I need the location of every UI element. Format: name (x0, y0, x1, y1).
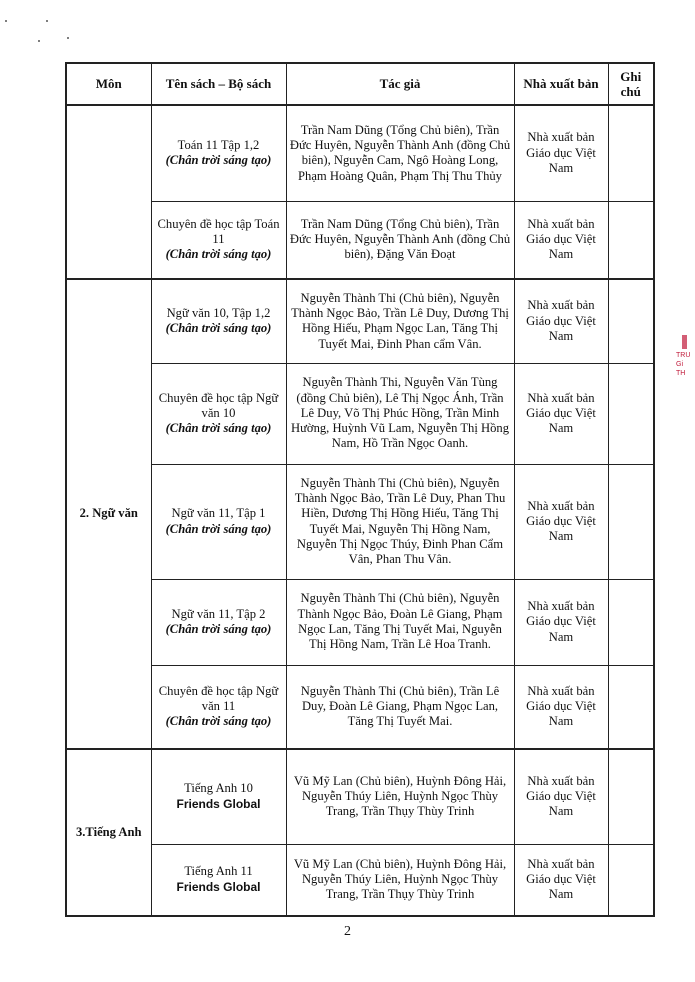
table-row (66, 579, 654, 665)
publisher-cell: Nhà xuất bản Giáo dục Việt Nam (514, 844, 608, 916)
publisher-cell: Nhà xuất bản Giáo dục Việt Nam (514, 105, 608, 201)
table-row (66, 279, 654, 363)
book-series: (Chân trời sáng tạo) (165, 421, 272, 436)
book-series: (Chân trời sáng tạo) (165, 622, 272, 636)
authors-cell: Nguyễn Thành Thi (Chủ biên), Nguyễn Thành Ngọc Bảo, Đoàn Lê Giang, Phạm Ngọc Lan, Tăng Thị Tuyết Mai, Nguyễn Thị Hồng Nam, Trần Lê Hoa Tranh. (286, 579, 514, 665)
table-row (66, 105, 654, 201)
book-cell (151, 665, 286, 749)
subject-cell: 2. Ngữ văn (66, 279, 151, 749)
header-notes: Ghi chú (608, 63, 654, 105)
book-cell (151, 749, 286, 844)
book-series: Friends Global (176, 879, 261, 894)
book-title: Tiếng Anh 10 (184, 781, 253, 796)
publisher-cell: Nhà xuất bản Giáo dục Việt Nam (514, 665, 608, 749)
publisher-cell: Nhà xuất bản Giáo dục Việt Nam (514, 201, 608, 279)
authors-cell: Trần Nam Dũng (Tổng Chủ biên), Trần Đức Huyên, Nguyễn Thành Anh (đồng Chủ biên), Đặng Văn Đoạt (286, 201, 514, 279)
subject-cell: 3.Tiếng Anh (66, 749, 151, 916)
table-row (66, 363, 654, 464)
red-stamp-fragment (676, 335, 695, 378)
book-title: Chuyên đề học tập Toán 11 (157, 216, 280, 247)
book-title: Tiếng Anh 11 (184, 864, 253, 879)
publisher-cell: Nhà xuất bản Giáo dục Việt Nam (514, 749, 608, 844)
note-cell (608, 464, 654, 579)
authors-cell: Nguyễn Thành Thi, Nguyễn Văn Tùng (đồng Chủ biên), Lê Thị Ngọc Ánh, Trần Lê Duy, Võ Thị Phúc Hồng, Trần Minh Hường, Huỳnh Vũ Lam, Nguyễn Thị Hồng Nam, Hồ Trần Ngọc Oanh. (286, 363, 514, 464)
book-series: (Chân trời sáng tạo) (165, 521, 272, 536)
book-cell (151, 279, 286, 363)
book-series: (Chân trời sáng tạo) (165, 321, 272, 336)
book-series: (Chân trời sáng tạo) (165, 247, 272, 262)
table-row (66, 844, 654, 916)
note-cell (608, 105, 654, 201)
book-cell (151, 844, 286, 916)
authors-cell: Trần Nam Dũng (Tổng Chủ biên), Trần Đức Huyên, Nguyễn Thành Anh (đồng Chủ biên), Nguyễn Cam, Ngô Hoàng Long, Phạm Hoàng Quân, Phạm Thị Thu Thủy (286, 105, 514, 201)
header-authors: Tác giả (286, 63, 514, 105)
book-title: Ngữ văn 11, Tập 2 (171, 606, 266, 621)
book-series: Friends Global (176, 796, 261, 811)
authors-cell: Nguyễn Thành Thi (Chủ biên), Trần Lê Duy, Đoàn Lê Giang, Phạm Ngọc Lan, Tăng Thị Tuyết Mai. (286, 665, 514, 749)
stamp-text: TRU (676, 352, 691, 359)
note-cell (608, 201, 654, 279)
book-cell (151, 201, 286, 279)
note-cell (608, 579, 654, 665)
note-cell (608, 749, 654, 844)
book-cell (151, 363, 286, 464)
page-number: 2 (344, 924, 351, 939)
scan-speck (38, 40, 40, 42)
authors-cell: Vũ Mỹ Lan (Chủ biên), Huỳnh Đông Hải, Nguyễn Thúy Liên, Huỳnh Ngọc Thùy Trang, Trần Thụy Thùy Trinh (286, 844, 514, 916)
note-cell (608, 844, 654, 916)
stamp-text: TH (676, 370, 686, 377)
scan-speck (67, 37, 69, 39)
header-book: Tên sách – Bộ sách (151, 63, 286, 105)
authors-cell: Vũ Mỹ Lan (Chủ biên), Huỳnh Đông Hải, Nguyễn Thúy Liên, Huỳnh Ngọc Thùy Trang, Trần Thụy Thùy Trinh (286, 749, 514, 844)
publisher-cell: Nhà xuất bản Giáo dục Việt Nam (514, 363, 608, 464)
table-row (66, 665, 654, 749)
book-series: (Chân trời sáng tạo) (165, 714, 272, 729)
book-title: Chuyên đề học tập Ngữ văn 11 (158, 683, 279, 714)
table-row (66, 749, 654, 844)
table-row (66, 201, 654, 279)
book-cell (151, 105, 286, 201)
book-cell (151, 579, 286, 665)
table-row (66, 464, 654, 579)
publisher-cell: Nhà xuất bản Giáo dục Việt Nam (514, 464, 608, 579)
publisher-cell: Nhà xuất bản Giáo dục Việt Nam (514, 579, 608, 665)
authors-cell: Nguyễn Thành Thi (Chủ biên), Nguyễn Thành Ngọc Bảo, Trần Lê Duy, Phan Thu Hiền, Dương Thị Hồng Hiếu, Tăng Thị Tuyết Mai, Nguyễn Thị Hồng Nam, Nguyễn Thị Ngọc Thúy, Đinh Phan Cẩm Vân, Phan Thu Vân. (286, 464, 514, 579)
textbook-table (65, 62, 655, 917)
book-title: Chuyên đề học tập Ngữ văn 10 (158, 390, 279, 420)
note-cell (608, 279, 654, 363)
table-header-row (66, 63, 654, 105)
header-publisher: Nhà xuất bản (514, 63, 608, 105)
header-subject: Môn (66, 63, 151, 105)
book-cell (151, 464, 286, 579)
book-title: Ngữ văn 10, Tập 1,2 (166, 305, 271, 320)
scan-speck (5, 20, 7, 22)
note-cell (608, 363, 654, 464)
stamp-text: Gi (676, 361, 683, 368)
stamp-mark (682, 335, 687, 349)
book-title: Ngữ văn 11, Tập 1 (171, 506, 266, 521)
publisher-cell: Nhà xuất bản Giáo dục Việt Nam (514, 279, 608, 363)
book-series: (Chân trời sáng tạo) (165, 153, 272, 168)
subject-cell (66, 105, 151, 279)
scan-speck (46, 20, 48, 22)
authors-cell: Nguyễn Thành Thi (Chủ biên), Nguyễn Thành Ngọc Bảo, Trần Lê Duy, Dương Thị Hồng Hiếu, Phạm Ngọc Lan, Tăng Thị Tuyết Mai, Đinh Phan cẩm Vân. (286, 279, 514, 363)
note-cell (608, 665, 654, 749)
book-title: Toán 11 Tập 1,2 (177, 137, 260, 152)
